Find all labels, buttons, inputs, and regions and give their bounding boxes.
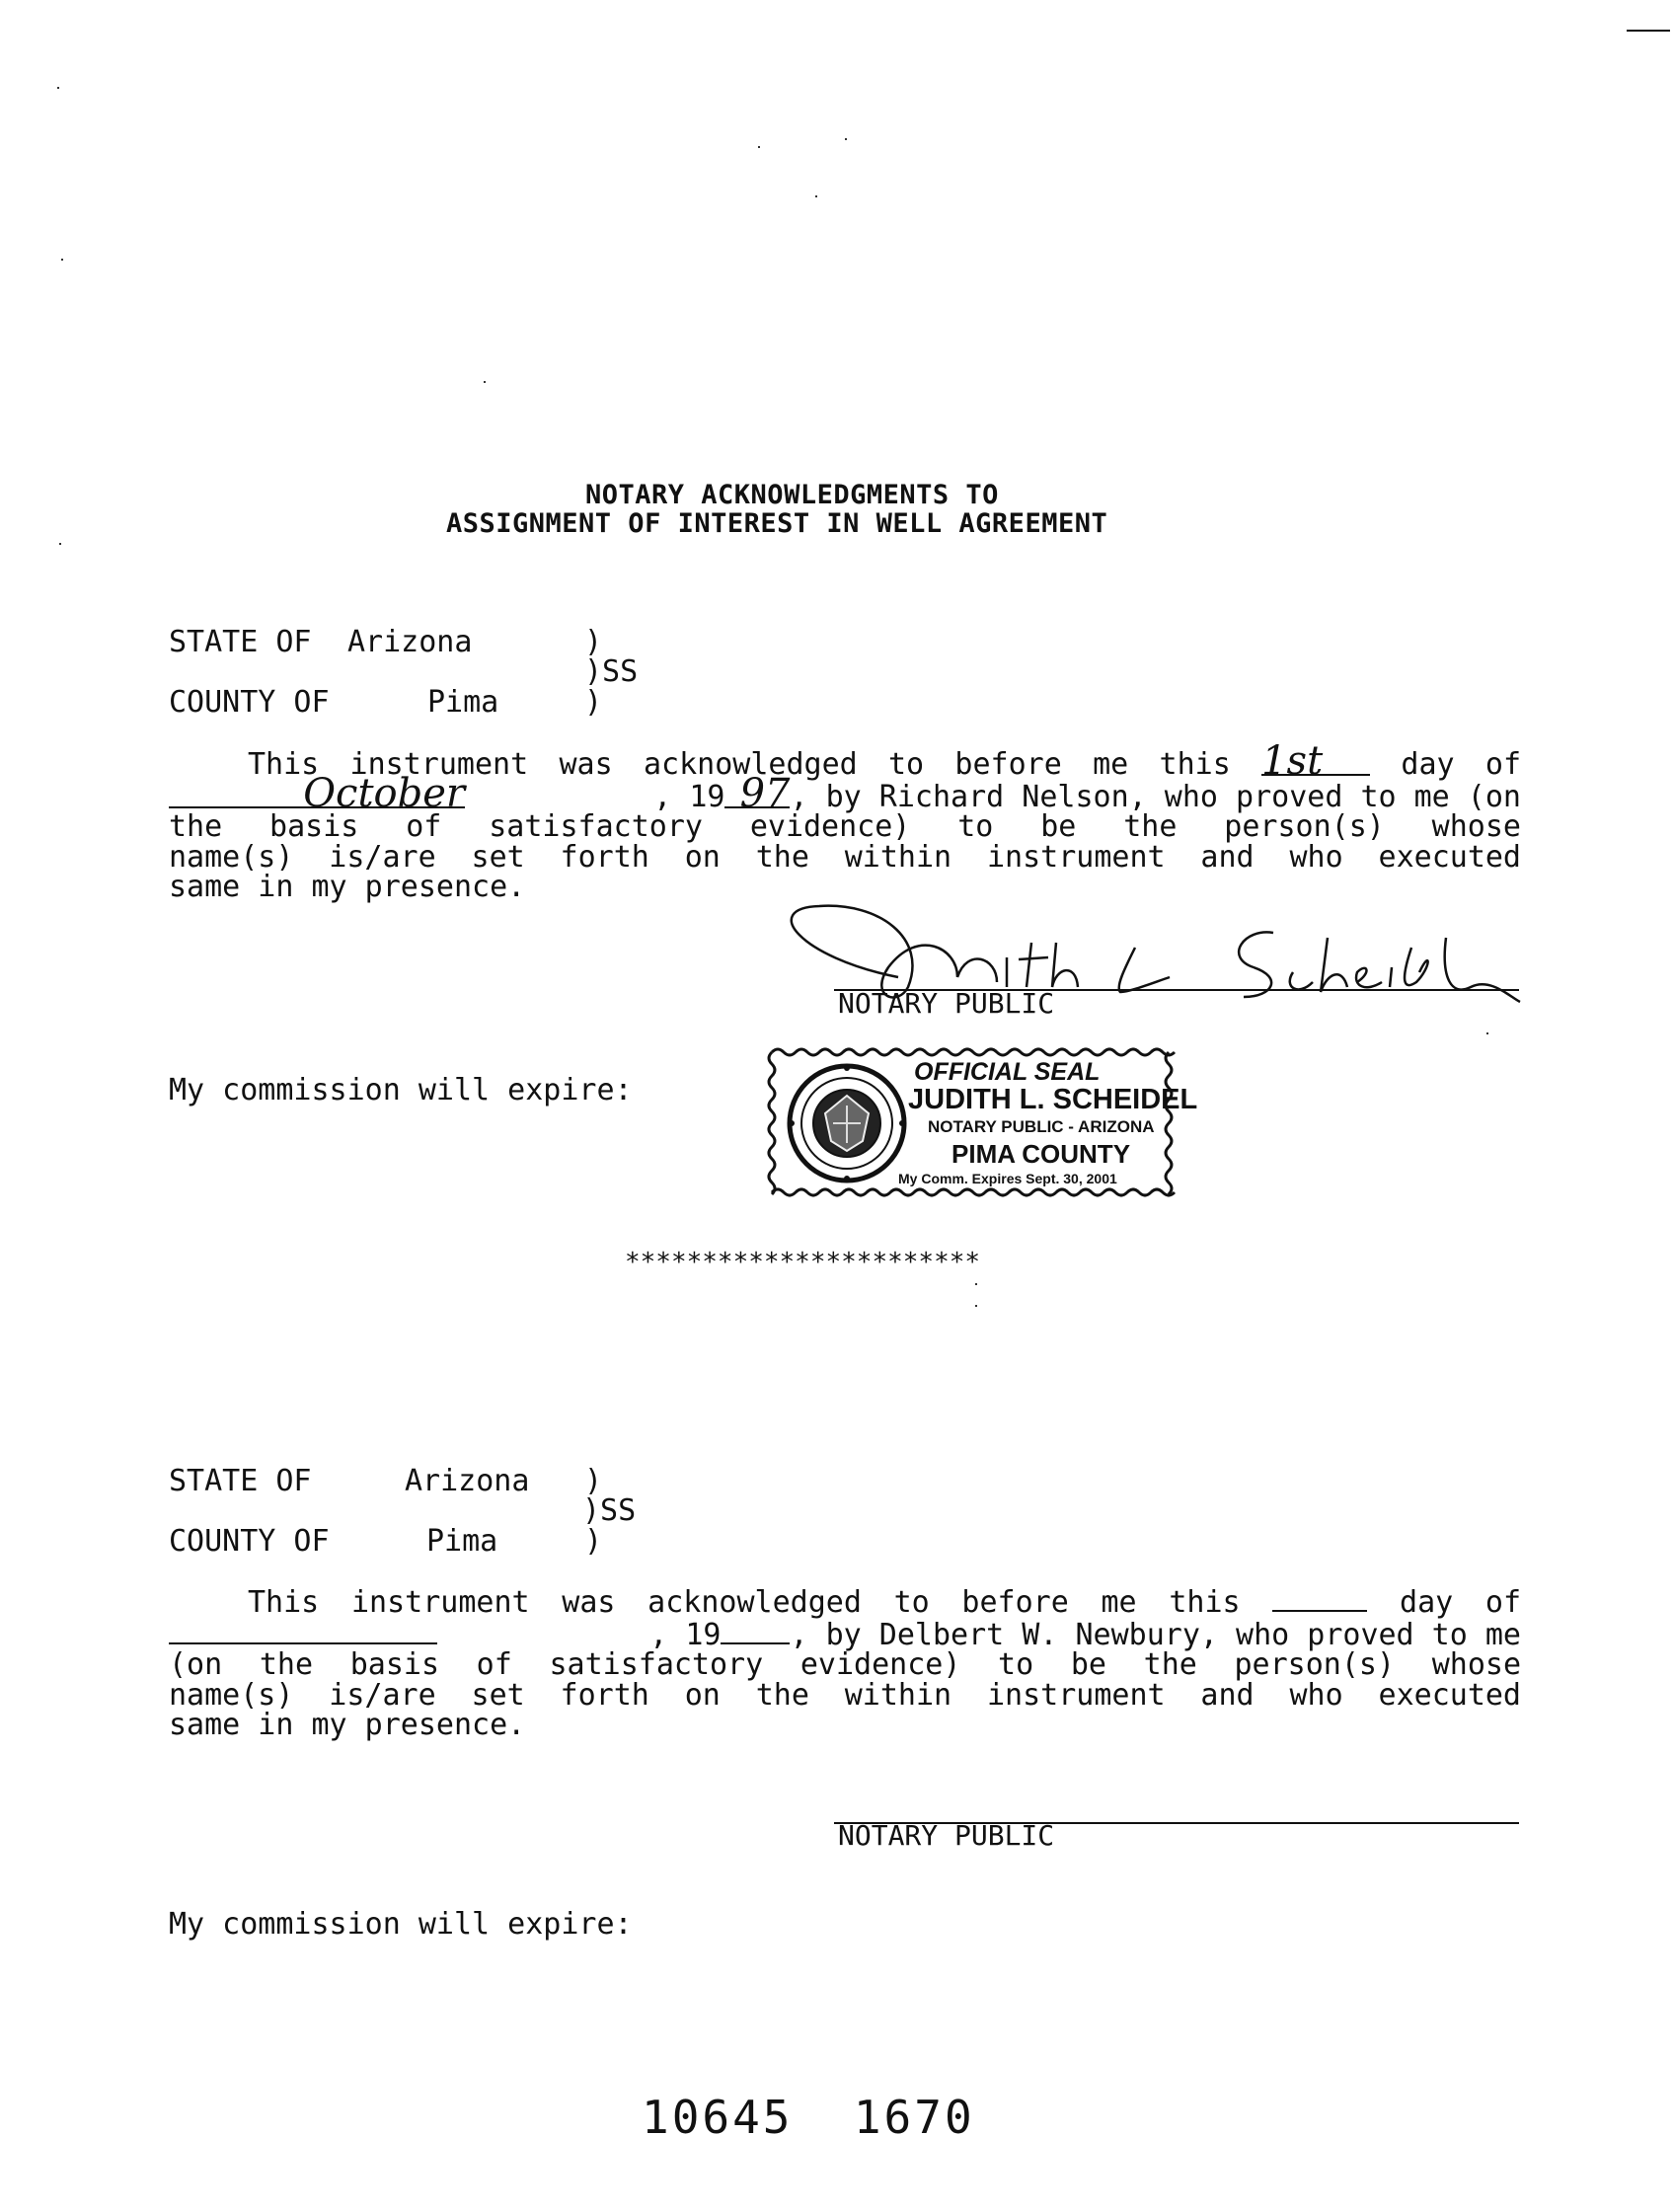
recording-number: 10645 1670 [642,2091,975,2144]
scan-speck [61,259,63,261]
paragraph-line: (on the basis of satisfactory evidence) to be the person(s) whose [169,1647,1521,1682]
acknowledgment-paragraph-2 [169,1586,1521,1741]
seal-county: PIMA COUNTY [951,1139,1131,1169]
state-label: STATE OF [169,1464,312,1498]
notary-public-label: NOTARY PUBLIC [838,1819,1055,1852]
paragraph-line: same in my presence. [169,1708,526,1742]
official-seal-stamp [764,1044,1198,1200]
county-value: Pima [427,685,499,720]
seal-notary-name: JUDITH L. SCHEIDEL [908,1084,1198,1115]
venue-paren: ) [584,685,603,720]
scan-speck [59,543,61,545]
seal-expiration: My Comm. Expires Sept. 30, 2001 [898,1171,1117,1186]
corner-mark [1627,30,1670,32]
venue-ss: )SS [582,1493,637,1528]
paragraph-line: same in my presence. [169,870,526,904]
scan-speck [57,87,59,89]
paragraph-line: This instrument was acknowledged to before me this day of [248,1585,1522,1620]
scan-speck [975,1305,977,1307]
scan-speck [845,138,847,140]
state-value: Arizona [405,1464,530,1498]
paragraph-line: name(s) is/are set forth on the within instrument and who executed [169,1677,1521,1713]
year-blank [721,1619,790,1644]
seal-title: OFFICIAL SEAL [914,1058,1101,1086]
state-value: Arizona [347,625,473,659]
scan-speck [975,1283,977,1285]
county-value: Pima [426,1524,498,1559]
county-label: COUNTY OF [169,685,330,720]
document-title-line2: ASSIGNMENT OF INTEREST IN WELL AGREEMENT [446,508,1108,539]
paragraph-line: October , 19 97, by Richard Nelson, who proved to me (on [169,781,1521,813]
scan-speck [1486,1032,1488,1034]
notary-public-label: NOTARY PUBLIC [838,987,1055,1020]
county-label: COUNTY OF [169,1524,330,1559]
venue-paren: ) [584,1524,603,1559]
state-label: STATE OF [169,625,312,659]
scan-speck [484,381,486,383]
acknowledgment-paragraph-1 [169,738,1522,904]
venue-paren: ) [584,1464,603,1498]
commission-label: My commission will expire: [169,1073,633,1107]
section-separator: *********************** [625,1248,981,1277]
year-field: 97 [724,781,790,808]
scan-speck [815,195,817,197]
day-field: 1st [1261,748,1370,776]
paragraph-line: the basis of satisfactory evidence) to be the person(s) whose [169,809,1521,844]
venue-ss: )SS [584,654,639,689]
commission-label: My commission will expire: [169,1907,633,1942]
paragraph-line: This instrument was acknowledged to before me this 1st day of [248,738,1522,784]
venue-paren: ) [584,625,603,659]
day-blank [1272,1586,1367,1612]
paragraph-line: , 19 , by Delbert W. Newbury, who proved to me [169,1619,1521,1651]
seal-notary-state: NOTARY PUBLIC - ARIZONA [928,1117,1155,1136]
month-blank [169,1619,437,1644]
document-title-line1: NOTARY ACKNOWLEDGMENTS TO [585,480,999,510]
paragraph-line: name(s) is/are set forth on the within instrument and who executed [169,839,1521,875]
month-field: October [169,781,465,808]
arizona-state-seal-icon [789,1065,905,1182]
scan-speck [758,146,760,148]
